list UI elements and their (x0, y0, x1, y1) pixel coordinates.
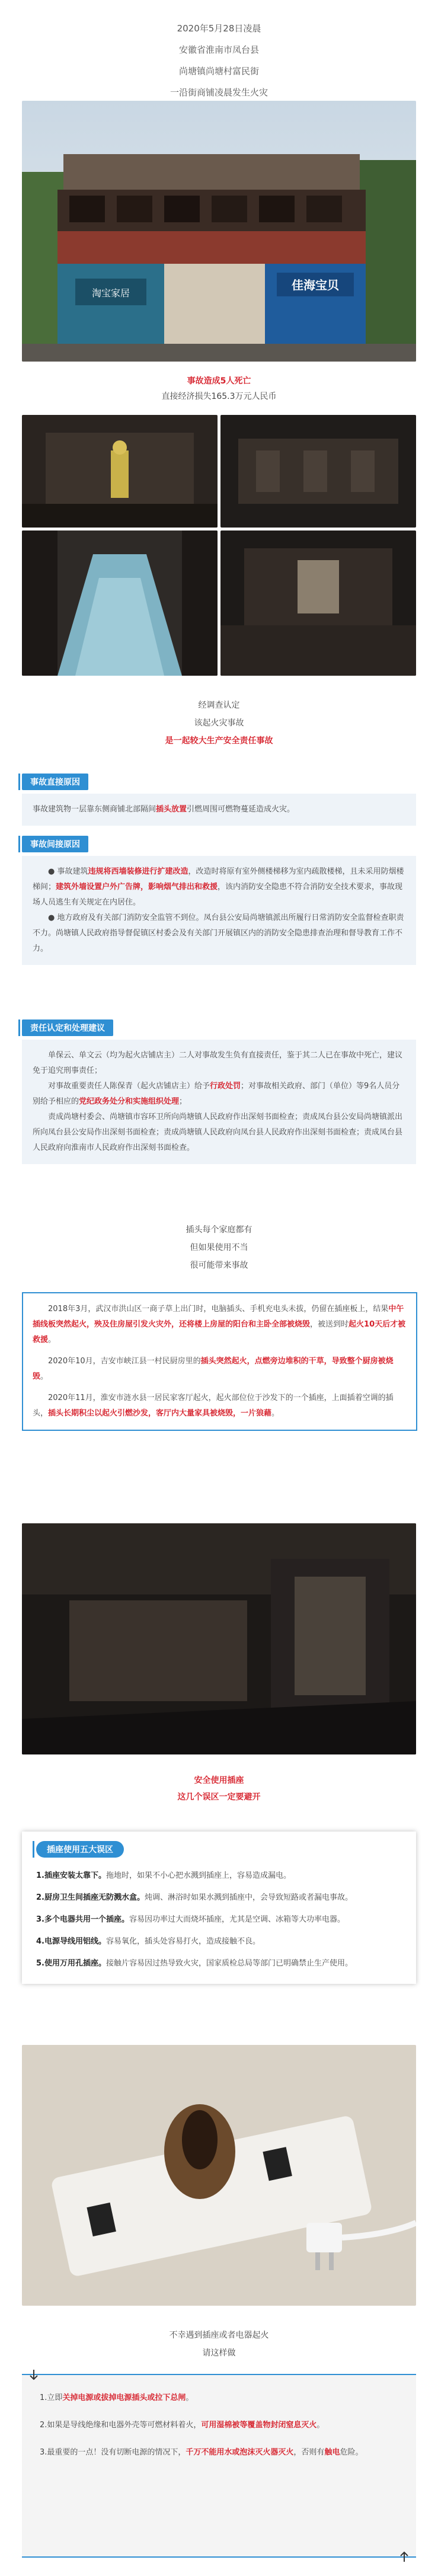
indirect-cause-p2: 地方政府及有关部门消防安全监管不到位。凤台县公安局尚塘镇派出所履行日常消防安全监督检查职责不力。尚塘镇人民政府指导督促镇区村委会及有关部门开展镇区内的消防安全隐患排查治理和督导教育工作不力。 (33, 913, 404, 953)
misconceptions-list (36, 1868, 402, 1971)
direct-cause-text-highlight: 插头放置 (156, 805, 187, 814)
responsibility-title: 责任认定和处理建议 (22, 1019, 113, 1036)
safety-line-1: 安全使用插座 (194, 1776, 244, 1785)
case-2-pre: 2020年10月，吉安市峡江县一村民厨房里的 (48, 1357, 201, 1366)
step-1-pre: 1.立即 (40, 2393, 63, 2402)
transition-line-3: 很可能带来事故 (190, 1261, 248, 1270)
conclusion-line-3: 是一起较大生产安全责任事故 (165, 736, 273, 746)
step-3-pre: 3.最重要的一点！没有切断电源的情况下， (40, 2448, 186, 2457)
intro-block (0, 18, 438, 103)
transition-block (0, 1221, 438, 1274)
steps-corner-arrow-up-icon (398, 2551, 410, 2563)
burned-room-photo (22, 1523, 416, 1754)
intro-line-event: 一沿街商铺凌晨发生火灾 (170, 87, 268, 98)
casualty-caption (0, 373, 438, 404)
scene-photo-3 (22, 530, 218, 676)
indirect-cause-panel: ● 事故建筑违规将西墙装修进行扩建改造，改造时将原有室外侧楼梯移为室内疏散楼梯，且未采用防烟楼梯间；建筑外墙设置户外广告牌，影响烟气排出和救援，该内消防安全隐患不符合消防安全技术要求，事故现场人员逃生有关规定在内居住。 ● 地方政府及有关部门消防安全监管不到位。凤台县公安局尚塘镇派出所履行日常消防安全监督检查职责不力。尚塘镇人民政府指导督促镇区村委会及有关部门开展镇区内的消防安全隐患排查治理和督导教育工作不力。 (22, 856, 416, 965)
misconception-3-head: 3.多个电器共用一个插座。 (36, 1915, 129, 1924)
hero-burned-building-photo (22, 101, 416, 362)
step-2-pre: 2.如果是导线绝缘和电器外壳等可燃材料着火， (40, 2421, 202, 2430)
misconception-item (36, 1890, 402, 1905)
scene-photo-4 (220, 530, 416, 676)
step-3 (40, 2445, 398, 2460)
indirect-cause-section (22, 836, 416, 965)
direct-cause-section (22, 774, 416, 826)
responsibility-p2-pre: 对事故重要责任人陈保青（起火店铺店主）给予 (48, 1082, 210, 1091)
misconception-item (36, 1956, 402, 1971)
step-3-end: 危险。 (340, 2448, 363, 2457)
conclusion-line-1: 经调查认定 (198, 701, 240, 710)
safety-caption (0, 1772, 438, 1805)
intro-line-date: 2020年5月28日凌晨 (177, 23, 261, 34)
misconception-4-body: 容易氧化，插头处容易打火，造成接触不良。 (105, 1937, 260, 1946)
case-3-post: 。 (271, 1409, 280, 1418)
misconception-item (36, 1868, 402, 1883)
conclusion-line-2: 该起火灾事故 (194, 718, 244, 728)
case-1-highlight-2: 起火10天后才被救援 (33, 1320, 406, 1344)
scene-photo-2 (220, 415, 416, 528)
responsibility-p3: 责成尚塘村委会、尚塘镇市容环卫所向尚塘镇人民政府作出深刻书面检查；责成凤台县公安局尚塘镇派出所向凤台县公安局作出深刻书面检查；责成尚塘镇人民政府向凤台县人民政府作出深刻书面检查；责成凤台县人民政府向淮南市人民政府作出深刻书面检查。 (33, 1113, 403, 1152)
step-2-highlight: 可用湿棉被等覆盖物封闭窒息灭火 (201, 2421, 317, 2430)
direct-cause-panel (22, 794, 416, 826)
step-3-highlight-2: 触电 (324, 2448, 340, 2457)
steps-box (22, 2374, 416, 2558)
direct-cause-text-pre: 事故建筑物一层靠东侧商铺北部隔间 (33, 805, 156, 814)
intro-line-county: 安徽省淮南市凤台县 (178, 44, 259, 55)
misconception-5-head: 5.使用万用孔插座。 (36, 1959, 106, 1968)
responsibility-p2-post: ； (179, 1097, 187, 1106)
casualty-loss: 直接经济损失165.3万元人民币 (161, 392, 277, 401)
transition-line-2: 但如果使用不当 (190, 1243, 248, 1252)
misconception-2-body: 炖调、淋浴时如果水溅到插座中，会导致短路或者漏电事故。 (144, 1893, 353, 1902)
indirect-cause-p1-post: ，该内消防安全隐患不符合消防安全技术要求，事故现场人员逃生有关规定在内居住。 (33, 883, 403, 907)
direct-cause-text-post: 引燃周围可燃物蔓延造成火灾。 (187, 805, 295, 814)
shop-sign-home: 淘宝家居 (91, 287, 130, 299)
fire-response-line-1: 不幸遇到插座或者电器起火 (169, 2331, 269, 2340)
direct-cause-title: 事故直接原因 (22, 774, 88, 790)
step-1-highlight: 关掉电源或拔掉电源插头或拉下总闸 (62, 2393, 186, 2402)
step-1-post: 。 (186, 2393, 194, 2402)
misconception-1-head: 1.插座安装太靠下。 (36, 1871, 106, 1880)
case-1-post: ，被送到时 (310, 1320, 349, 1329)
fire-response-line-2: 请这样做 (202, 2348, 236, 2358)
case-3-highlight: 插头长期积尘以起火引燃沙发，客厅内大量家具被烧毁，一片狼藉 (48, 1409, 272, 1418)
transition-line-1: 插头每个家庭都有 (186, 1225, 252, 1235)
case-3-pre: 2020年11月，淮安市涟水县一居民家客厅起火，起火部位位于沙发下的一个插座，上面插着空调的插头， (33, 1394, 394, 1418)
indirect-cause-p1-highlight: 违规将西墙装修进行扩建改造 (88, 867, 188, 876)
fire-response-caption (0, 2326, 438, 2362)
conclusion-block (0, 696, 438, 750)
steps-list (22, 2375, 416, 2476)
misconception-5-body: 接触片容易因过热导致火灾，国家质检总局等部门已明确禁止生产使用。 (105, 1959, 353, 1968)
misconception-1-body: 拖地时，如果不小心把水溅到插座上，容易造成漏电。 (105, 1871, 291, 1880)
misconception-4-head: 4.电源导线用铝线。 (36, 1937, 106, 1946)
scene-photo-1 (22, 415, 218, 528)
responsibility-section (22, 1019, 416, 1164)
misconception-item (36, 1934, 402, 1949)
step-1 (40, 2390, 398, 2406)
misconceptions-title (36, 1841, 124, 1858)
case-2-highlight: 插头突然起火，点燃旁边堆积的干草，导致整个厨房被烧毁 (33, 1357, 394, 1381)
casualty-deaths: 事故造成5人死亡 (187, 376, 251, 386)
misconception-2-head: 2.厨房卫生间插座无防溅水盒。 (36, 1893, 145, 1902)
misconception-3-body: 容易因功率过大而烧坏插座，尤其是空调、冰箱等大功率电器。 (129, 1915, 345, 1924)
indirect-cause-p1-mid: ，改造时将原有室外侧楼梯移为室内疏散楼梯，且未采用防烟楼梯间； (33, 867, 404, 891)
steps-corner-arrow-icon (28, 2369, 40, 2380)
safety-line-2: 这几个误区一定要避开 (177, 1792, 261, 1802)
responsibility-p2-mid: ；对事故相关政府、部门（单位）等9名人员分别给予相应的 (33, 1082, 400, 1106)
responsibility-panel (22, 1040, 416, 1164)
step-2-post: 。 (316, 2421, 325, 2430)
indirect-cause-title: 事故间接原因 (22, 836, 88, 852)
indirect-cause-p1-pre: 事故建筑 (57, 867, 88, 876)
burned-power-strip-photo (22, 2045, 416, 2306)
step-3-post: ，否则有 (293, 2448, 325, 2457)
misconceptions-title-text: 插座使用五大误区 (47, 1845, 113, 1855)
case-1-highlight: 中午插线板突然起火，殃及住房屋引发火灾外，还将楼上房屋的阳台和主卧全部被烧毁 (33, 1305, 404, 1329)
responsibility-p2-highlight-2: 党纪政务处分和实施组织处理 (79, 1097, 180, 1106)
case-1-pre: 2018年3月，武汉市洪山区一商子草上出门时，电脑插头、手机充电头未拔，仍留在插座板上，结果 (48, 1305, 389, 1313)
indirect-cause-p1-highlight-2: 建筑外墙设置户外广告牌，影响烟气排出和救援 (56, 883, 218, 891)
misconception-item (36, 1912, 402, 1927)
case-2-post: 。 (40, 1372, 49, 1381)
responsibility-p2-highlight: 行政处罚 (210, 1082, 241, 1091)
misconceptions-card (22, 1832, 416, 1984)
cases-box (22, 1292, 417, 1431)
shop-sign-baby: 佳海宝贝 (292, 278, 339, 292)
step-3-highlight: 千万不能用水或泡沫灭火器灭火 (186, 2448, 294, 2457)
step-2 (40, 2418, 398, 2433)
responsibility-p1: 单保云、单文云（均为起火店铺店主）二人对事故发生负有直接责任，鉴于其二人已在事故中死亡，建议免于追究刑事责任； (33, 1051, 403, 1075)
intro-line-street: 尚塘镇尚塘村富民街 (178, 66, 259, 76)
case-1-end: 。 (48, 1335, 56, 1344)
